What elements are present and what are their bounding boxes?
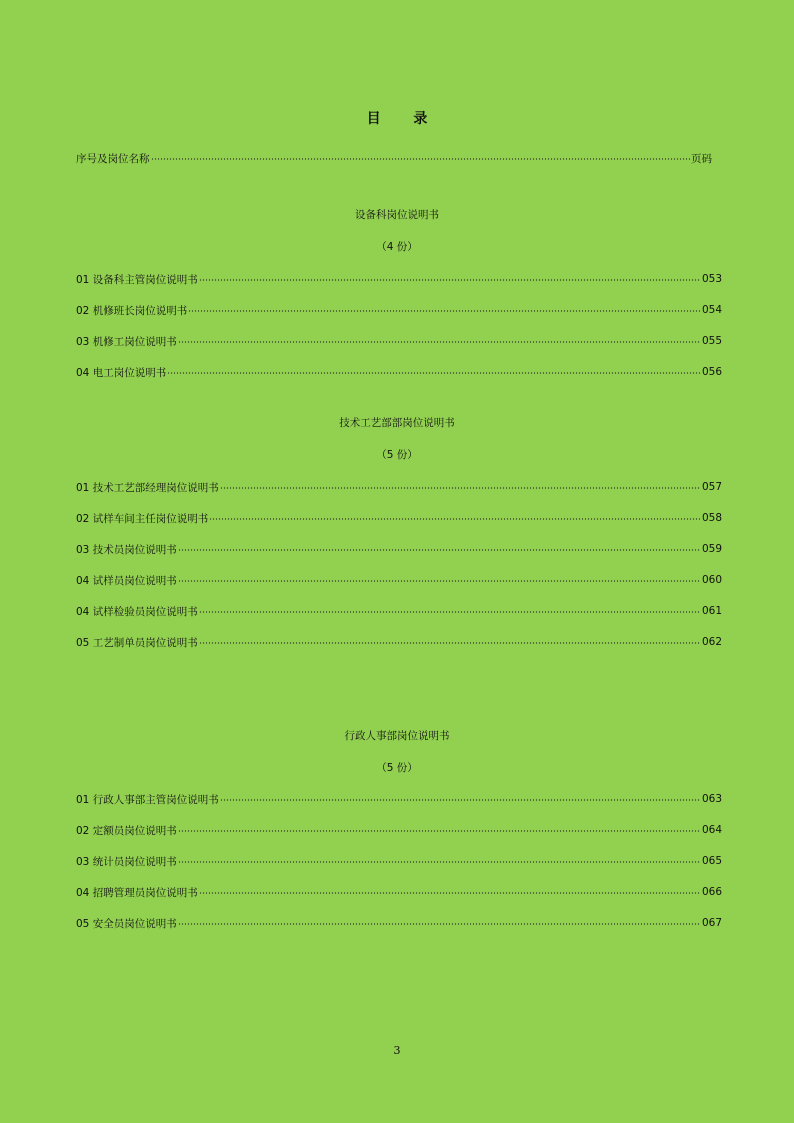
toc-entry-page: 061 [701,605,722,617]
section-count: （5 份） [376,762,418,774]
toc-entry[interactable] [76,541,722,557]
toc-entry-label: 03 机修工岗位说明书 [76,335,177,348]
dot-leader [199,642,701,644]
toc-entry-page: 062 [701,636,722,648]
toc-entry[interactable] [76,333,722,349]
toc-entry-page: 055 [701,335,722,347]
dot-leader [199,611,701,613]
toc-entry-page: 064 [701,824,722,836]
toc-entry[interactable] [76,510,722,526]
dot-leader [220,799,701,801]
dot-leader [199,892,701,894]
toc-entry-label: 04 电工岗位说明书 [76,366,167,379]
toc-entry-label: 05 安全员岗位说明书 [76,917,177,930]
dot-leader [199,279,701,281]
toc-entry-label: 05 工艺制单员岗位说明书 [76,636,198,649]
toc-entry[interactable] [76,271,722,287]
toc-entry[interactable] [76,479,722,495]
toc-entry[interactable] [76,603,722,619]
toc-entry[interactable] [76,853,722,869]
toc-entry-label: 02 定额员岗位说明书 [76,824,177,837]
dot-leader [167,372,701,374]
toc-entry-page: 056 [701,366,722,378]
dot-leader [178,923,701,925]
section-title: 技术工艺部部岗位说明书 [339,417,455,429]
toc-header-label: 序号及岗位名称 [76,152,150,165]
toc-entry-label: 01 技术工艺部经理岗位说明书 [76,481,219,494]
toc-entry-label: 03 技术员岗位说明书 [76,543,177,556]
dot-leader [188,310,701,312]
toc-entry[interactable] [76,634,722,650]
dot-leader [178,580,701,582]
dot-leader [178,341,701,343]
toc-entry-page: 057 [701,481,722,493]
toc-entry[interactable] [76,822,722,838]
toc-entry-page: 063 [701,793,722,805]
toc-header-page: 页码 [691,152,712,165]
toc-entry-page: 053 [701,273,722,285]
toc-entry-page: 058 [701,512,722,524]
toc-entry-page: 066 [701,886,722,898]
toc-entry-label: 03 统计员岗位说明书 [76,855,177,868]
toc-entry[interactable] [76,915,722,931]
toc-entry-page: 067 [701,917,722,929]
toc-entry-label: 01 行政人事部主管岗位说明书 [76,793,219,806]
toc-entry-label: 04 试样检验员岗位说明书 [76,605,198,618]
page-number: 3 [393,1044,401,1057]
section-title: 设备科岗位说明书 [355,209,439,221]
dot-leader [178,861,701,863]
dot-leader [178,549,701,551]
dot-leader [209,518,701,520]
toc-entry-page: 059 [701,543,722,555]
section-title: 行政人事部岗位说明书 [344,730,450,742]
toc-entry-page: 060 [701,574,722,586]
toc-entry-label: 01 设备科主管岗位说明书 [76,273,198,286]
toc-header-row [76,150,712,166]
toc-entry-page: 054 [701,304,722,316]
toc-entry-label: 02 机修班长岗位说明书 [76,304,188,317]
toc-title: 目 录 [366,111,442,127]
dot-leader [151,158,691,160]
toc-entry[interactable] [76,302,722,318]
dot-leader [178,830,701,832]
dot-leader [220,487,701,489]
toc-entry[interactable] [76,884,722,900]
toc-entry-label: 02 试样车间主任岗位说明书 [76,512,209,525]
toc-entry[interactable] [76,364,722,380]
toc-entry-page: 065 [701,855,722,867]
toc-entry[interactable] [76,572,722,588]
toc-entry[interactable] [76,791,722,807]
toc-entry-label: 04 招聘管理员岗位说明书 [76,886,198,899]
section-count: （4 份） [376,241,418,253]
section-count: （5 份） [376,449,418,461]
toc-entry-label: 04 试样员岗位说明书 [76,574,177,587]
